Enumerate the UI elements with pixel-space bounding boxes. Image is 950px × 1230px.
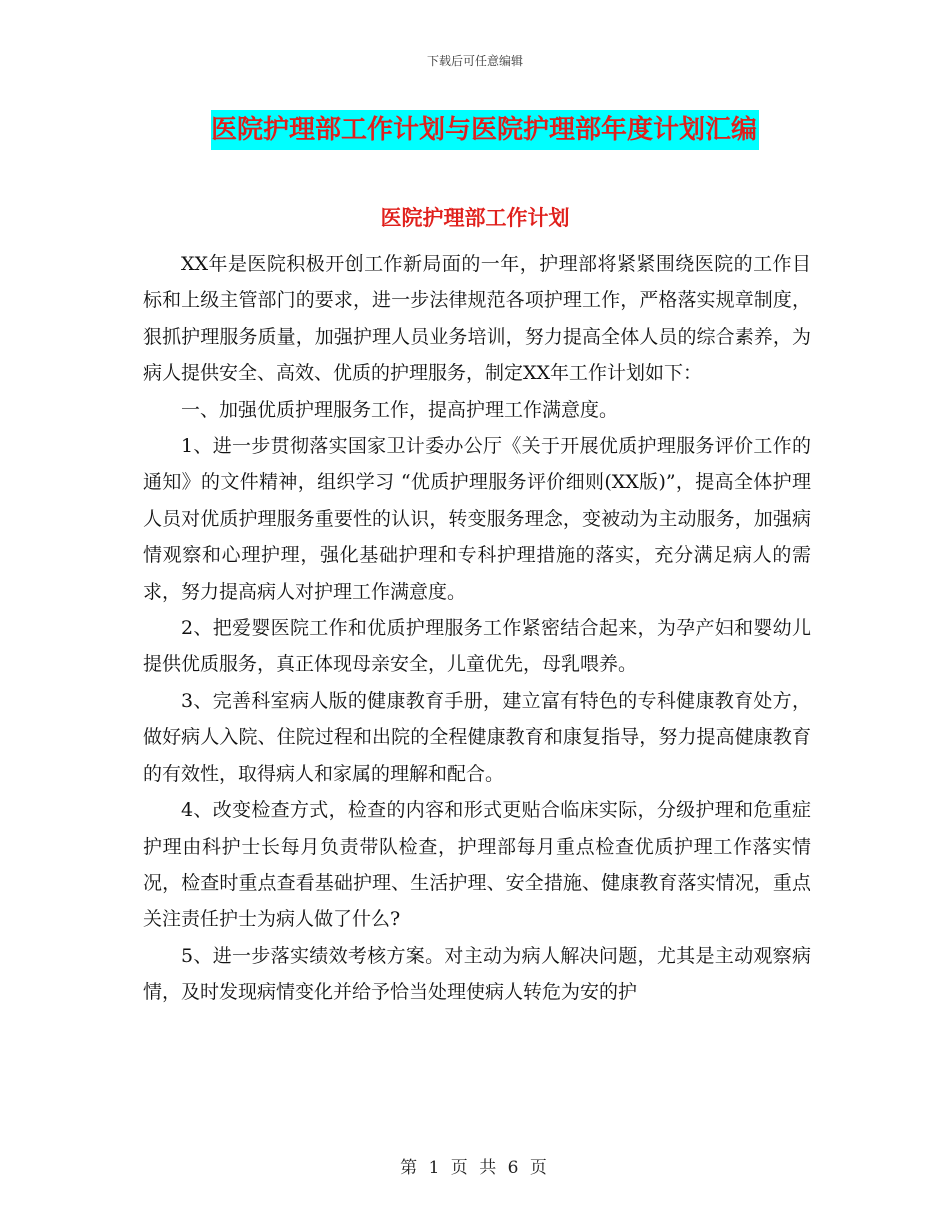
paragraph-item-2: 2、把爱婴医院工作和优质护理服务工作紧密结合起来，为孕产妇和婴幼儿提供优质服务，真正体现母亲安全，儿童优先，母乳喂养。 — [143, 617, 811, 676]
paragraph-item-3: 3、完善科室病人版的健康教育手册，建立富有特色的专科健康教育处方，做好病人入院、住院过程和出院的全程健康教育和康复指导，努力提高健康教育的有效性，取得病人和家属的理解和配合。 — [143, 689, 811, 785]
paragraph-heading-1: 一、加强优质护理服务工作，提高护理工作满意度。 — [181, 398, 619, 421]
main-title-container — [0, 110, 950, 150]
paragraph-intro: XX年是医院积极开创工作新局面的一年，护理部将紧紧围绕医院的工作目标和上级主管部门的要求，进一步法律规范各项护理工作，严格落实规章制度，狠抓护理服务质量，加强护理人员业务培训，努力提高全体人员的综合素养，为病人提供安全、高效、优质的护理服务，制定XX年工作计划如下： — [143, 253, 811, 385]
header-note: 下载后可任意编辑 — [426, 54, 523, 68]
section-title: 医院护理部工作计划 — [380, 205, 570, 230]
paragraph-item-1: 1、进一步贯彻落实国家卫计委办公厅《关于开展优质护理服务评价工作的通知》的文件精神，组织学习 “优质护理服务评价细则(XX版)”，提高全体护理人员对优质护理服务重要性的认识，转变服务理念，变被动为主动服务，加强病情观察和心理护理，强化基础护理和专科护理措施的落实，充分满足病人的需求，努力提高病人对护理工作满意度。 — [143, 435, 811, 603]
paragraph-item-4: 4、改变检查方式，检查的内容和形式更贴合临床实际，分级护理和危重症护理由科护士长每月负责带队检查，护理部每月重点检查优质护理工作落实情况，检查时重点查看基础护理、生活护理、安全措施、健康教育落实情况，重点关注责任护士为病人做了什么? — [143, 799, 811, 931]
paragraph-item-5: 5、进一步落实绩效考核方案。对主动为病人解决问题，尤其是主动观察病情，及时发现病情变化并给予恰当处理使病人转危为安的护 — [143, 944, 811, 1004]
main-title: 医院护理部工作计划与医院护理部年度计划汇编 — [211, 110, 759, 150]
page-footer: 第 1 页 共 6 页 — [400, 1158, 550, 1178]
document-body — [143, 246, 811, 1011]
